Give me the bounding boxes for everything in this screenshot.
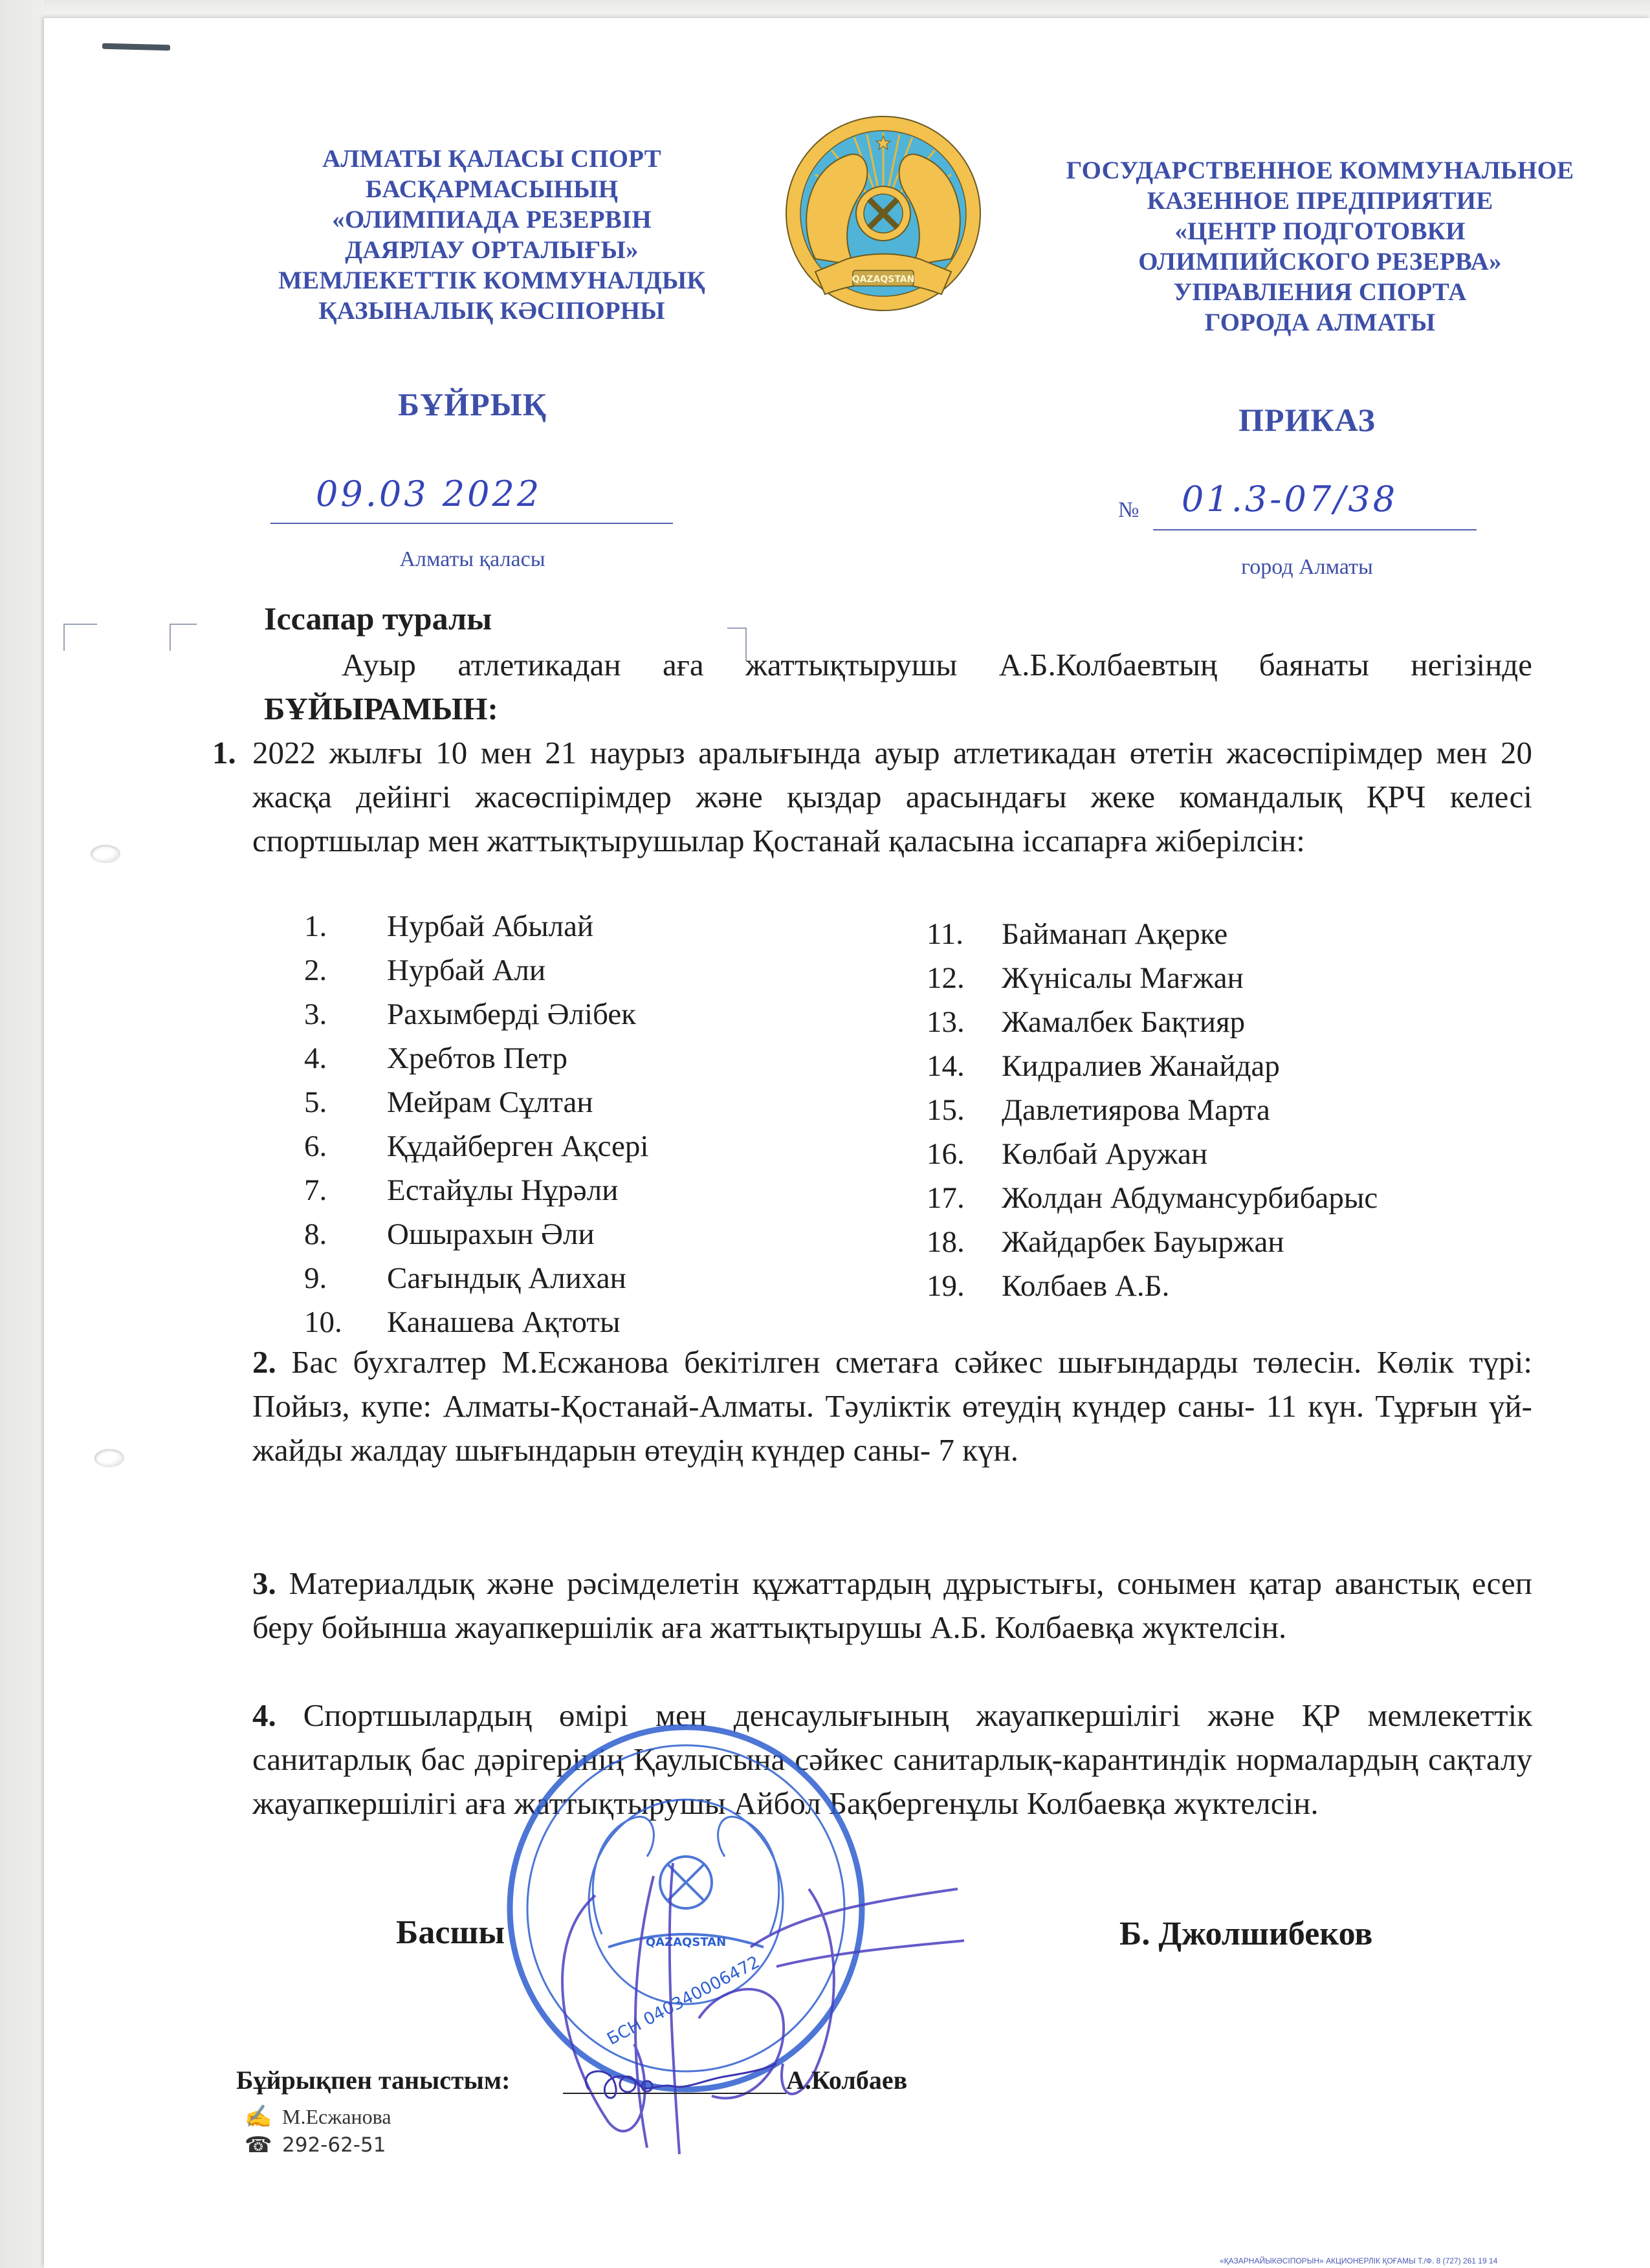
list-item-name: Хребтов Петр bbox=[387, 1041, 567, 1075]
number-underline bbox=[1153, 529, 1477, 530]
letterhead-kz-line: «ОЛИМПИАДА РЕЗЕРВІН bbox=[332, 206, 652, 234]
list-item bbox=[927, 1176, 1378, 1220]
item-3-number: 3. bbox=[252, 1565, 276, 1601]
list-item-name: Жүнісалы Мағжан bbox=[1002, 961, 1244, 995]
stamp-bin: БСН 040340006472 bbox=[604, 1952, 764, 2049]
list-item-name: Ошырахын Әли bbox=[387, 1217, 595, 1251]
list-item bbox=[927, 1088, 1378, 1132]
list-item-name: Колбаев А.Б. bbox=[1002, 1269, 1170, 1303]
list-item-number: 7. bbox=[304, 1173, 327, 1207]
list-item-number: 12. bbox=[927, 961, 965, 995]
list-item-name: Канашева Ақтоты bbox=[387, 1305, 621, 1339]
list-item-number: 11. bbox=[927, 917, 964, 951]
list-item-name: Байманап Ақерке bbox=[1002, 917, 1228, 951]
letterhead-kz-line: БАСҚАРМАСЫНЫҢ bbox=[365, 175, 619, 203]
list-item bbox=[304, 1080, 648, 1124]
list-item-number: 8. bbox=[304, 1217, 327, 1251]
item-4 bbox=[252, 1694, 1532, 1826]
list-item bbox=[304, 1168, 648, 1212]
contact-phone bbox=[245, 2132, 386, 2158]
city-kz: Алматы қаласы bbox=[399, 547, 545, 571]
acknowledgement-label: Бұйрықпен таныстым: bbox=[236, 2066, 511, 2095]
order-number: 01.3-07/38 bbox=[1182, 479, 1398, 519]
item-4-number: 4. bbox=[252, 1697, 276, 1733]
list-item-name: Естайұлы Нұрәли bbox=[387, 1173, 619, 1207]
scan-border-left bbox=[0, 0, 44, 2268]
list-item-number: 5. bbox=[304, 1085, 327, 1119]
letterhead-kz-line: АЛМАТЫ ҚАЛАСЫ СПОРТ bbox=[322, 145, 661, 173]
list-item bbox=[304, 1212, 648, 1256]
list-item-number: 13. bbox=[927, 1005, 965, 1039]
list-item-name: Мейрам Сұлтан bbox=[387, 1085, 593, 1119]
list-item-number: 3. bbox=[304, 998, 327, 1031]
kazakhstan-emblem-icon bbox=[776, 110, 990, 323]
crop-mark bbox=[63, 624, 97, 651]
doc-type-kz: БҰЙРЫҚ bbox=[398, 386, 547, 422]
item-2-number: 2. bbox=[252, 1344, 276, 1380]
date-underline bbox=[270, 523, 673, 524]
telephone-icon: ☎ bbox=[245, 2132, 272, 2158]
intro-text: Ауыр атлетикадан аға жаттықтырушы А.Б.Колбаевтың баянаты негізінде bbox=[342, 647, 1532, 682]
list-item-number: 16. bbox=[927, 1137, 965, 1171]
list-item bbox=[927, 1000, 1378, 1044]
list-item-name: Жамалбек Бақтияр bbox=[1002, 1005, 1246, 1039]
item-2 bbox=[252, 1340, 1532, 1472]
order-intro bbox=[264, 643, 1532, 731]
item-3 bbox=[252, 1562, 1532, 1650]
contact-author bbox=[245, 2104, 391, 2130]
list-item bbox=[927, 1264, 1378, 1308]
list-item bbox=[927, 1132, 1378, 1176]
punch-hole-top bbox=[91, 845, 120, 863]
letterhead-ru-line: ГОСУДАРСТВЕННОЕ КОММУНАЛЬНОЕ bbox=[1066, 157, 1574, 184]
number-sign: № bbox=[1118, 498, 1139, 522]
participants-list-right bbox=[927, 912, 1378, 1308]
list-item-number: 10. bbox=[304, 1305, 342, 1339]
list-item bbox=[927, 912, 1378, 956]
letterhead-ru-line: «ЦЕНТР ПОДГОТОВКИ bbox=[1174, 217, 1466, 245]
list-item bbox=[304, 1124, 648, 1168]
list-item-name: Рахымберді Әлібек bbox=[387, 998, 637, 1031]
crop-mark bbox=[170, 624, 197, 651]
list-item-name: Нурбай Али bbox=[387, 954, 546, 987]
letterhead-ru-line: ГОРОДА АЛМАТЫ bbox=[1204, 309, 1436, 336]
list-item-number: 19. bbox=[927, 1269, 965, 1303]
list-item-name: Нурбай Абылай bbox=[387, 910, 594, 943]
list-item-number: 14. bbox=[927, 1049, 965, 1083]
acknowledgement-signature-line bbox=[563, 2093, 786, 2094]
letterhead-ru-line: УПРАВЛЕНИЯ СПОРТА bbox=[1173, 278, 1467, 306]
city-ru: город Алматы bbox=[1241, 555, 1373, 579]
signatory-name: Б. Джолшибеков bbox=[1119, 1915, 1373, 1952]
list-item bbox=[304, 992, 648, 1036]
list-item bbox=[304, 1300, 648, 1344]
letterhead-ru-line: ОЛИМПИЙСКОГО РЕЗЕРВА» bbox=[1138, 248, 1502, 276]
signatory-title: Басшы bbox=[396, 1914, 505, 1951]
list-item-number: 9. bbox=[304, 1261, 327, 1295]
list-item-name: Кидралиев Жанайдар bbox=[1002, 1049, 1280, 1083]
writing-hand-icon: ✍ bbox=[245, 2105, 272, 2129]
list-item-number: 15. bbox=[927, 1093, 965, 1127]
list-item-number: 4. bbox=[304, 1041, 327, 1075]
item-4-text: Спортшылардың өмірі мен денсаулығының жауапкершілігі және ҚР мемлекеттік санитарлық бас дәрігерінің Қаулысына сәйкес санитарлық-карантиндік нормалардың сақталу жауапкершілігі аға жаттықтырушы Айбол Бақбергенұлы Колбаевқа жүктелсін. bbox=[252, 1697, 1533, 1821]
punch-hole-bottom bbox=[94, 1449, 124, 1467]
list-item bbox=[304, 1036, 648, 1080]
list-item-name: Құдайберген Ақсері bbox=[387, 1129, 649, 1163]
list-item bbox=[927, 1220, 1378, 1264]
letterhead-kz-line: ДАЯРЛАУ ОРТАЛЫҒЫ» bbox=[345, 236, 639, 264]
letterhead-kz-line: МЕМЛЕКЕТТІК КОММУНАЛДЫҚ bbox=[278, 267, 705, 294]
letterhead-kz-line: ҚАЗЫНАЛЫҚ КӘСІПОРНЫ bbox=[318, 297, 665, 325]
list-item-number: 18. bbox=[927, 1225, 965, 1259]
letterhead-kz bbox=[246, 144, 738, 326]
order-subject: Іссапар туралы bbox=[264, 600, 492, 637]
scan-border-top bbox=[0, 0, 1650, 19]
list-item bbox=[304, 904, 648, 948]
letterhead-ru bbox=[1016, 155, 1624, 338]
list-item-number: 1. bbox=[304, 910, 327, 943]
acknowledgement-name: А.Колбаев bbox=[786, 2066, 908, 2095]
item-2-text: Бас бухгалтер М.Есжанова бекітілген сметаға сәйкес шығындарды төлесін. Көлік түрі: Пойыз, купе: Алматы-Қостанай-Алматы. Тәуліктік өтеудің күндер саны- 11 күн. Тұрғын үй-жайды жалдау шығындарын өтеудің күндер саны- 7 күн. bbox=[252, 1344, 1532, 1468]
list-item-name: Көлбай Аружан bbox=[1002, 1137, 1208, 1171]
list-item-name: Жолдан Абдумансурбибарыс bbox=[1002, 1181, 1378, 1215]
list-item-number: 2. bbox=[304, 954, 327, 987]
doc-type-ru: ПРИКАЗ bbox=[1238, 402, 1376, 438]
list-item bbox=[304, 1256, 648, 1300]
list-item bbox=[927, 1044, 1378, 1088]
author-name: М.Есжанова bbox=[282, 2104, 391, 2128]
stamp-center-label: QAZAQSTAN bbox=[645, 1935, 727, 1949]
order-date: 09.03 2022 bbox=[316, 474, 542, 514]
intro-directive: БҰЙЫРАМЫН: bbox=[264, 691, 498, 726]
list-item-name: Давлетиярова Марта bbox=[1002, 1093, 1270, 1127]
list-item bbox=[927, 956, 1378, 1000]
list-item bbox=[304, 948, 648, 992]
list-item-name: Сағындық Алихан bbox=[387, 1261, 626, 1295]
document-page bbox=[44, 18, 1650, 2268]
item-1-text: 2022 жылғы 10 мен 21 наурыз аралығында ауыр атлетикадан өтетін жасөспірімдер мен 20 жасқа дейінгі жасөспірімдер және қыздар арасындағы жеке командалық ҚРЧ келесі спортшылар мен жаттықтырушылар Қостанай қаласына іссапарға жіберілсін: bbox=[252, 735, 1532, 858]
participants-list-left bbox=[304, 904, 648, 1344]
list-item-name: Жайдарбек Бауыржан bbox=[1002, 1225, 1284, 1259]
item-1-number: 1. bbox=[212, 735, 236, 770]
printer-imprint: «ҚАЗАРНАЙЫКӘСІПОРЫН» АКЦИОНЕРЛІК ҚОҒАМЫ Т./Ф. 8 (727) 261 19 14 bbox=[1220, 2256, 1498, 2265]
phone-number: 292-62-51 bbox=[282, 2133, 386, 2157]
item-3-text: Материалдық және рәсімделетін құжаттардың дұрыстығы, сонымен қатар аванстық есеп беру бойынша жауапкершілік аға жаттықтырушы А.Б. Колбаевқа жүктелсін. bbox=[252, 1565, 1532, 1645]
list-item-number: 6. bbox=[304, 1129, 327, 1163]
emblem-label: QAZAQSTAN bbox=[852, 274, 915, 285]
list-item-number: 17. bbox=[927, 1181, 965, 1215]
letterhead-ru-line: КАЗЕННОЕ ПРЕДПРИЯТИЕ bbox=[1147, 187, 1493, 215]
